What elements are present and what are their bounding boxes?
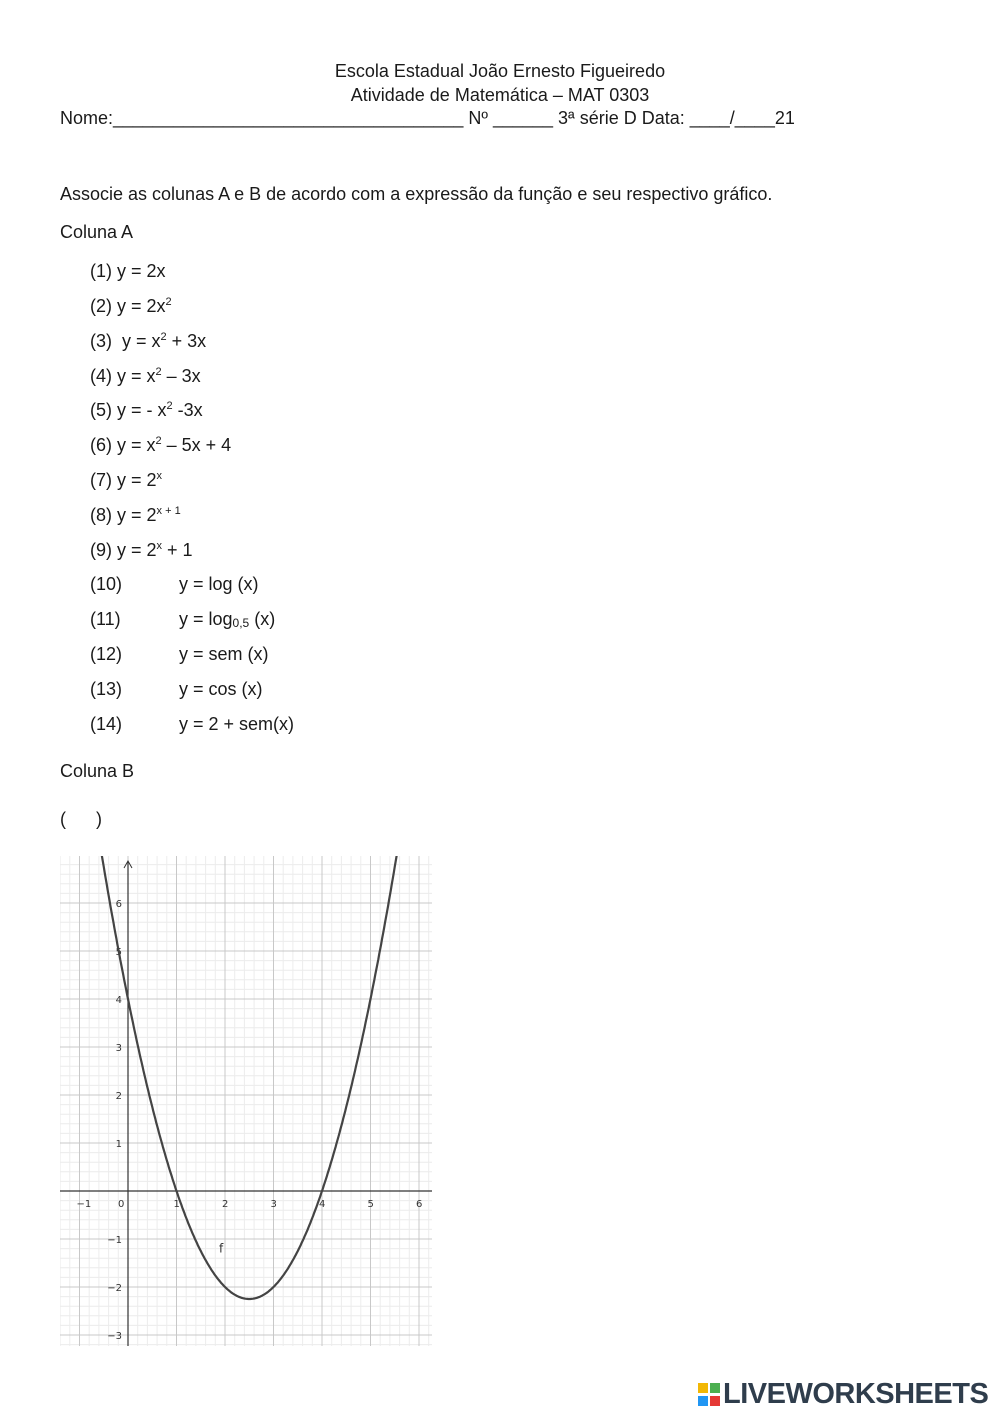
expression-base: y = x (117, 366, 156, 386)
column-a-item (90, 331, 206, 352)
y-tick-label: −2 (107, 1283, 122, 1294)
item-expression (117, 366, 201, 386)
item-number: (10) (90, 574, 123, 594)
expression-base: y = log (179, 609, 233, 629)
y-tick-label: 5 (115, 947, 122, 958)
expression-exponent: x (156, 470, 163, 482)
answer-blank[interactable]: ( ) (60, 809, 102, 829)
column-a-item (90, 261, 166, 282)
expression-exponent: x (156, 540, 163, 552)
expression-tail: – 5x + 4 (161, 435, 232, 455)
liveworksheets-watermark (697, 1378, 988, 1411)
column-a-item (90, 296, 172, 317)
expression-exponent: 2 (165, 296, 172, 308)
x-tick-label: −1 (76, 1199, 92, 1210)
school-name: Escola Estadual João Ernesto Figueiredo (334, 61, 666, 81)
expression-exponent: 2 (155, 366, 162, 378)
item-expression: y = 2x (117, 261, 166, 281)
x-tick-label: 3 (270, 1199, 277, 1210)
item-expression: y = log (x) (179, 574, 259, 594)
y-tick-label: 4 (115, 995, 122, 1006)
expression-base: y = x (117, 435, 156, 455)
item-number: (12) (90, 644, 123, 664)
expression-base: y = 2 (117, 470, 157, 490)
expression-tail: + 1 (162, 540, 193, 560)
column-a-title: Coluna A (60, 222, 134, 242)
item-expression (117, 505, 181, 525)
item-number: (8) (90, 505, 112, 525)
column-a-item (90, 714, 295, 735)
item-number: (6) (90, 435, 112, 455)
x-tick-label: 1 (173, 1199, 180, 1210)
instructions: Associe as colunas A e B de acordo com a expressão da função e seu respectivo gráfico. (60, 184, 773, 204)
expression-tail: (x) (249, 609, 276, 629)
column-b-title: Coluna B (60, 761, 135, 781)
expression-tail: – 3x (161, 366, 201, 386)
x-tick-label: 5 (367, 1199, 374, 1210)
column-a-item (90, 400, 203, 421)
expression-base: y = 2 (117, 505, 157, 525)
name-line: Nome:___________________________________ Nº ______ 3ª série D Data: ____/____21 (60, 108, 795, 128)
column-a-item (90, 574, 259, 595)
x-tick-label: 4 (319, 1199, 326, 1210)
item-expression (179, 609, 275, 630)
parabola-graph (60, 856, 432, 1346)
item-expression (117, 296, 172, 316)
column-a-item (90, 366, 201, 387)
item-number: (3) (90, 331, 112, 351)
item-expression (117, 435, 231, 455)
item-expression (117, 400, 203, 420)
item-number: (14) (90, 714, 123, 734)
column-a-item (90, 540, 193, 561)
expression-base: y = x (117, 331, 161, 351)
column-a-item (90, 505, 181, 526)
y-tick-label: 1 (115, 1139, 122, 1150)
item-number: (9) (90, 540, 112, 560)
x-tick-label: 2 (222, 1199, 229, 1210)
expression-log-base: 0,5 (232, 616, 250, 630)
item-expression: y = 2 + sem(x) (179, 714, 295, 734)
expression-base: y = 2 (117, 540, 157, 560)
item-expression (117, 470, 162, 490)
item-number: (13) (90, 679, 123, 699)
item-number: (11) (90, 609, 121, 629)
x-tick-label: 0 (118, 1199, 125, 1210)
y-tick-label: −3 (107, 1331, 122, 1342)
expression-exponent: 2 (155, 435, 162, 447)
item-number: (2) (90, 296, 112, 316)
y-tick-label: 6 (115, 899, 122, 910)
expression-base: y = 2x (117, 296, 166, 316)
watermark-text: LIVEWORKSHEETS (723, 1378, 989, 1410)
item-number: (5) (90, 400, 112, 420)
liveworksheets-logo-icon (697, 1382, 721, 1408)
column-a-item (90, 470, 162, 491)
expression-tail: + 3x (166, 331, 207, 351)
x-tick-label: 6 (416, 1199, 423, 1210)
expression-exponent: x + 1 (156, 505, 181, 517)
item-number: (1) (90, 261, 112, 281)
item-expression (117, 331, 206, 351)
expression-exponent: 2 (160, 331, 167, 343)
column-a-item (90, 644, 269, 665)
item-number: (4) (90, 366, 112, 386)
function-label: f (219, 1241, 224, 1256)
y-tick-label: −1 (107, 1235, 122, 1246)
item-expression: y = sem (x) (179, 644, 269, 664)
y-tick-label: 2 (115, 1091, 122, 1102)
column-a-item (90, 435, 231, 456)
item-expression: y = cos (x) (179, 679, 263, 699)
column-a-item (90, 679, 263, 700)
expression-exponent: 2 (166, 400, 173, 412)
expression-tail: -3x (172, 400, 203, 420)
item-expression (117, 540, 193, 560)
item-number: (7) (90, 470, 112, 490)
expression-base: y = - x (117, 400, 167, 420)
activity-title: Atividade de Matemática – MAT 0303 (350, 85, 650, 105)
column-a-item (90, 609, 276, 630)
y-tick-label: 3 (115, 1043, 122, 1054)
